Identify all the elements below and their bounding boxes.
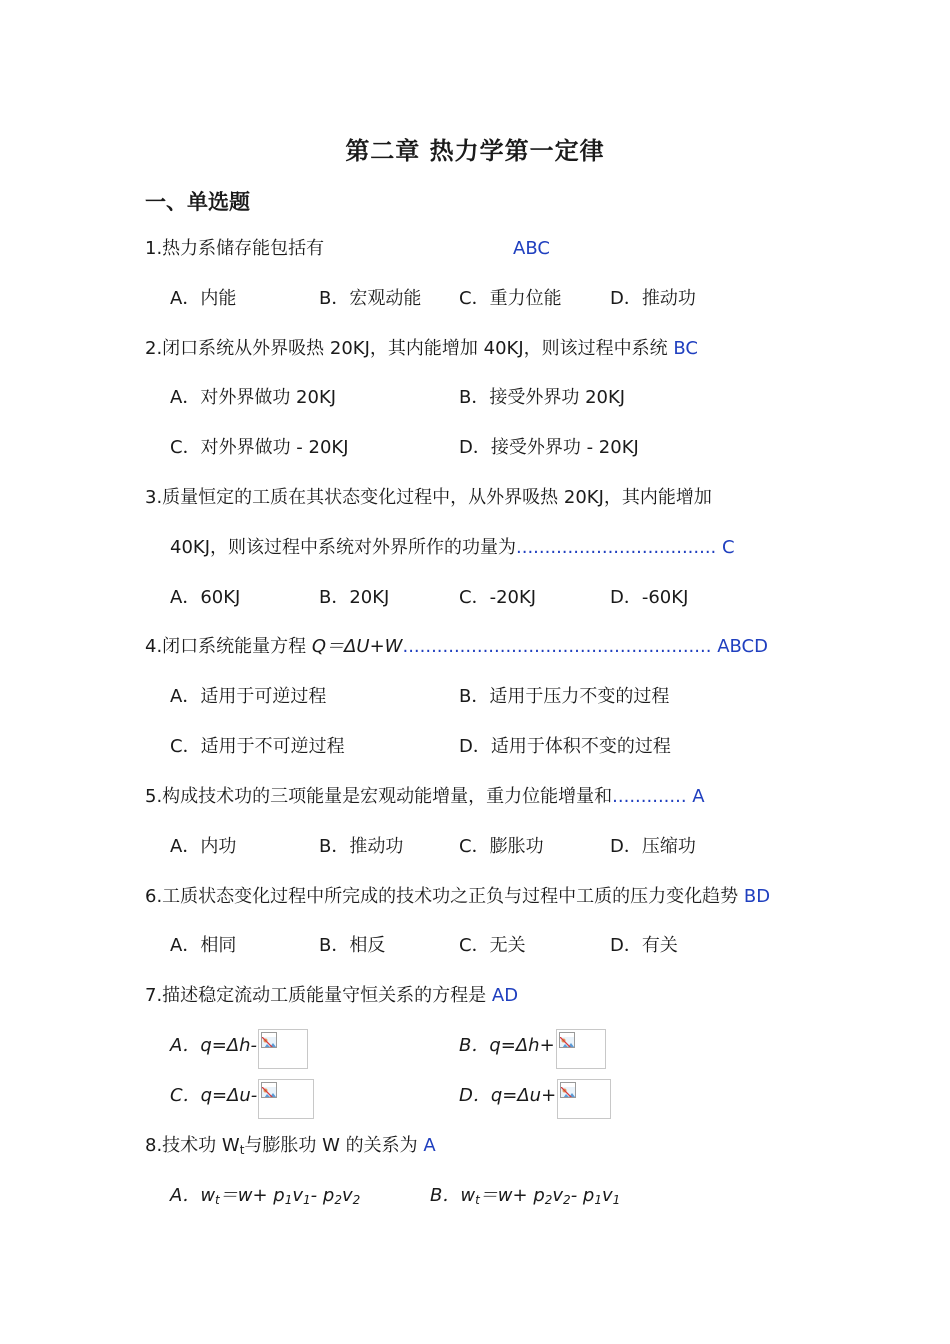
question-7: [145, 983, 518, 1009]
q7-option-a: [170, 1029, 308, 1069]
question-3-dots: ...................................: [516, 537, 717, 558]
q8-option-a-sub: 2: [352, 1193, 361, 1207]
q4-option-b: B．适用于压力不变的过程: [459, 686, 670, 707]
q8-option-b-sub: 2: [563, 1193, 571, 1207]
question-6: [145, 884, 770, 910]
question-6-stem: 6.工质状态变化过程中所完成的技术功之正负与过程中工质的压力变化趋势: [145, 886, 739, 907]
question-2-answer: BC: [673, 338, 698, 359]
q8-option-b-sub: 2: [544, 1193, 553, 1207]
question-4-dots: ......................................................: [402, 636, 712, 657]
q8-option-a-sub: 2: [334, 1193, 342, 1207]
question-7-answer: AD: [491, 985, 519, 1006]
question-2: [145, 336, 698, 362]
question-8: [145, 1133, 436, 1163]
question-4-formula: Q＝ΔU+W: [311, 636, 403, 657]
question-7-stem: 7.描述稳定流动工质能量守恒关系的方程是: [145, 985, 487, 1006]
q8-option-b-var: v: [552, 1185, 564, 1206]
q8-option-a-sub: t: [215, 1193, 220, 1207]
q8-option-b-sub: 1: [612, 1193, 621, 1207]
broken-image-icon: [258, 1029, 308, 1069]
q5-option-b: B．推动功: [319, 836, 404, 857]
q3-option-d: D．-60KJ: [610, 587, 689, 608]
q8-option-b-sub: 1: [594, 1193, 602, 1207]
q6-option-c: C．无关: [459, 935, 526, 956]
question-6-answer: BD: [743, 886, 771, 907]
q8-option-b: [430, 1183, 620, 1213]
question-8-stem-b: 与膨胀功 W 的关系为: [244, 1135, 418, 1156]
q8-option-b-mid: ＝w+ p: [479, 1185, 545, 1206]
q1-option-d: D．推动功: [610, 288, 696, 309]
q1-option-c: C．重力位能: [459, 288, 562, 309]
question-8-stem-a: 8.技术功 W: [145, 1135, 240, 1156]
broken-image-icon: [557, 1079, 611, 1119]
question-4-stem: 4.闭口系统能量方程: [145, 636, 307, 657]
question-3-line-1: 3.质量恒定的工质在其状态变化过程中，从外界吸热 20KJ，其内能增加: [145, 487, 712, 508]
q3-option-b: B．20KJ: [319, 587, 390, 608]
q7-option-a-text: A．q=Δh-: [170, 1035, 258, 1056]
q7-option-b-text: B．q=Δh+: [459, 1035, 555, 1056]
question-8-stem-sub: t: [239, 1143, 245, 1157]
q1-option-a: A．内能: [170, 288, 237, 309]
q5-option-a: A．内功: [170, 836, 237, 857]
question-5: [145, 784, 705, 810]
q7-option-c-text: C．q=Δu-: [170, 1085, 258, 1106]
question-5-dots: .............: [612, 786, 687, 807]
page-title: 第二章 热力学第一定律: [345, 136, 605, 165]
q8-option-b-lead: B．w: [430, 1185, 476, 1206]
q4-option-d: D．适用于体积不变的过程: [459, 736, 671, 757]
question-2-stem: 2.闭口系统从外界吸热 20KJ，其内能增加 40KJ，则该过程中系统: [145, 338, 668, 359]
q8-option-a-mid: ＝w+ p: [219, 1185, 285, 1206]
q2-option-a: A．对外界做功 20KJ: [170, 387, 337, 408]
q1-option-b: B．宏观动能: [319, 288, 422, 309]
broken-image-icon: [556, 1029, 606, 1069]
q8-option-b-sub: t: [475, 1193, 480, 1207]
q8-option-a-var: v: [341, 1185, 353, 1206]
question-8-answer: A: [423, 1135, 436, 1156]
q5-option-d: D．压缩功: [610, 836, 696, 857]
q3-option-a: A．60KJ: [170, 587, 241, 608]
question-4-answer: ABCD: [717, 636, 768, 657]
q7-option-d-text: D．q=Δu+: [459, 1085, 557, 1106]
question-3-stem: 40KJ，则该过程中系统对外界所作的功量为: [170, 537, 517, 558]
q8-option-a-sub: 1: [284, 1193, 293, 1207]
section-heading: 一、单选题: [145, 190, 250, 214]
q4-option-c: C．适用于不可逆过程: [170, 736, 345, 757]
question-1: [145, 236, 550, 262]
question-3-answer: C: [722, 537, 735, 558]
q6-option-b: B．相反: [319, 935, 386, 956]
question-1-answer: ABC: [513, 238, 550, 259]
q8-option-b-var: v: [601, 1185, 613, 1206]
q3-option-c: C．-20KJ: [459, 587, 537, 608]
q7-option-d: [459, 1079, 611, 1119]
q8-option-a-minus: - p: [310, 1185, 335, 1206]
q2-option-c: C．对外界做功 - 20KJ: [170, 437, 349, 458]
q7-option-b: [459, 1029, 606, 1069]
q8-option-a: [170, 1183, 360, 1213]
question-5-stem: 5.构成技术功的三项能量是宏观动能增量，重力位能增量和: [145, 786, 613, 807]
q7-option-c: [170, 1079, 314, 1119]
q6-option-d: D．有关: [610, 935, 678, 956]
q8-option-b-minus: - p: [570, 1185, 595, 1206]
broken-image-icon: [258, 1079, 314, 1119]
q2-option-b: B．接受外界功 20KJ: [459, 387, 626, 408]
q2-option-d: D．接受外界功 - 20KJ: [459, 437, 639, 458]
q8-option-a-sub: 1: [303, 1193, 311, 1207]
q8-option-a-lead: A．w: [170, 1185, 216, 1206]
q6-option-a: A．相同: [170, 935, 237, 956]
question-1-stem: 1.热力系储存能包括有: [145, 238, 325, 259]
q8-option-a-var: v: [292, 1185, 304, 1206]
q4-option-a: A．适用于可逆过程: [170, 686, 327, 707]
q5-option-c: C．膨胀功: [459, 836, 544, 857]
question-3-line-2: [170, 535, 735, 561]
question-4: [145, 634, 768, 660]
question-5-answer: A: [692, 786, 705, 807]
